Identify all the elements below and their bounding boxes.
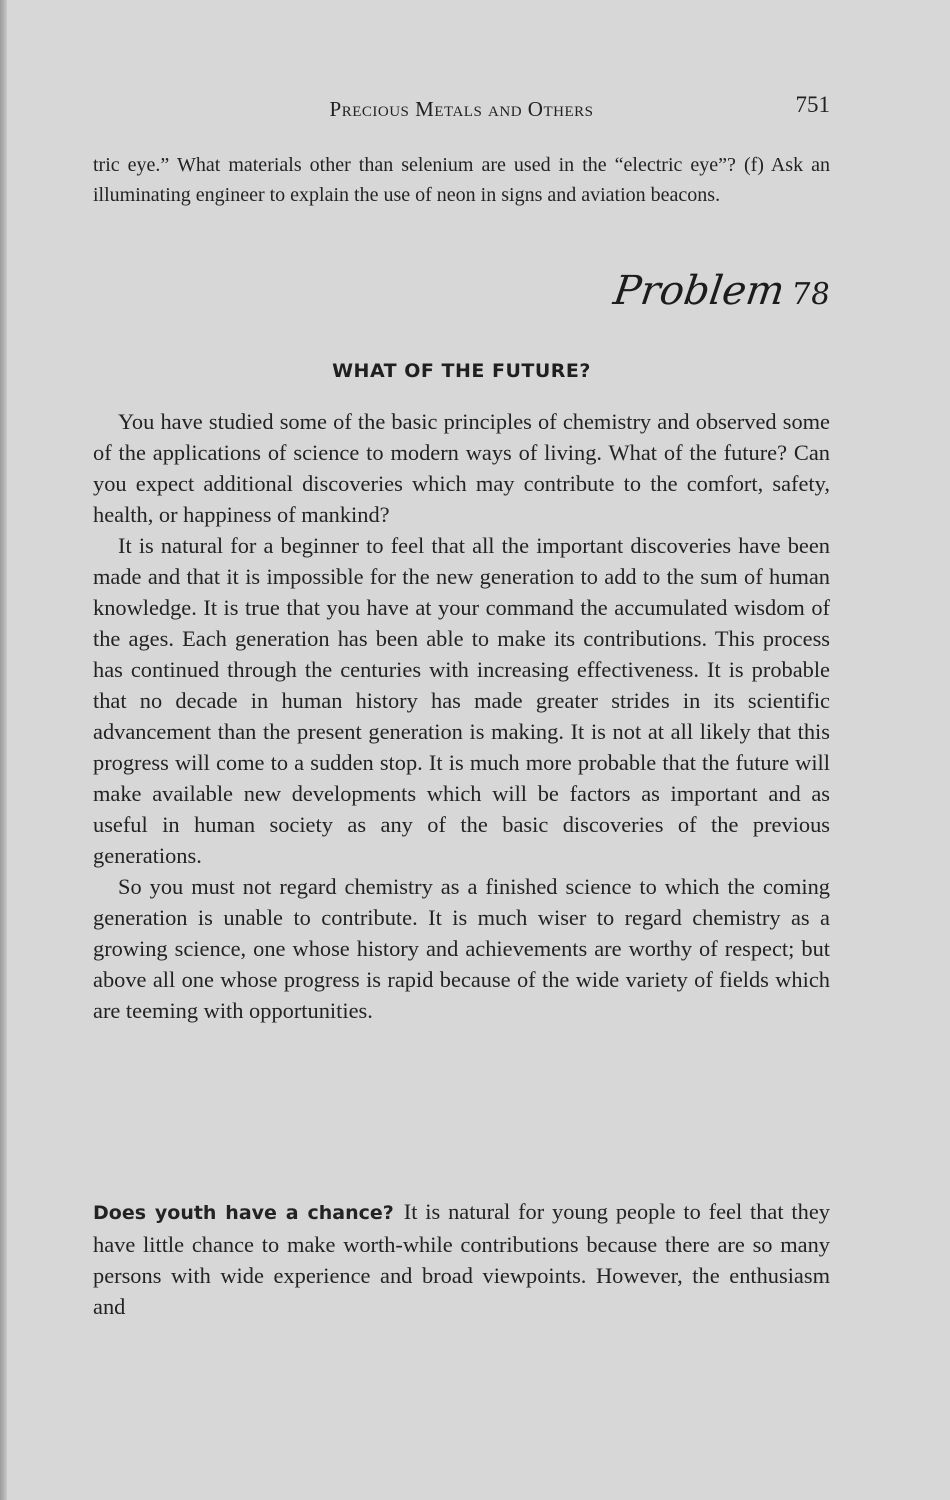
section-title: WHAT OF THE FUTURE?: [332, 360, 591, 382]
problem-tag: [610, 268, 833, 314]
problem-label: Problem: [610, 268, 788, 314]
subsection-body: [93, 1196, 830, 1322]
section-body: [93, 406, 830, 1026]
section-paragraph: You have studied some of the basic principles of chemistry and observed some of the applications of science to modern ways of living. What of the future? Can you expect additional discoveries which may contribute to the comfort, safety, health, or happiness of mankind?: [93, 409, 830, 527]
carryover-paragraph: tric eye.” What materials other than selenium are used in the “electric eye”? (f) Ask an illuminating engineer to explain the use of neon in signs and aviation beacons.: [93, 154, 830, 206]
subsection-paragraph: [93, 1196, 830, 1322]
section-paragraph: So you must not regard chemistry as a finished science to which the coming generation is unable to contribute. It is much wiser to regard chemistry as a growing science, one whose history and achievements are worthy of respect; but above all one whose progress is rapid because of the wide variety of fields which are teeming with opportunities.: [93, 874, 830, 1023]
page-edge: [0, 0, 7, 1500]
page-number: 751: [795, 92, 830, 117]
problem-number: 78: [788, 277, 832, 312]
carryover-text: [93, 150, 830, 210]
subsection-lead: Does youth have a chance?: [93, 1202, 394, 1224]
section-paragraph: It is natural for a beginner to feel that all the important discoveries have been made and that it is impossible for the new generation to add to the sum of human knowledge. It is true that you have at your command the accumulated wisdom of the ages. Each generation has been able to make its contributions. This process has continued through the centuries with increasing effectiveness. It is probable that no decade in human history has made greater strides in its scientific advancement than the present generation is making. It is not at all likely that this progress will come to a sudden stop. It is much more probable that the future will make available new developments which will be factors as important and as useful in human society as any of the basic discoveries of the previous generations.: [93, 533, 830, 868]
page-header: [93, 92, 830, 126]
subsection-text: It is natural for young people to feel that they have little chance to make worth-while contributions because there are so many persons with wide experience and broad viewpoints. However, the enthusiasm and: [93, 1199, 830, 1319]
running-head: Precious Metals and Others: [329, 97, 594, 121]
